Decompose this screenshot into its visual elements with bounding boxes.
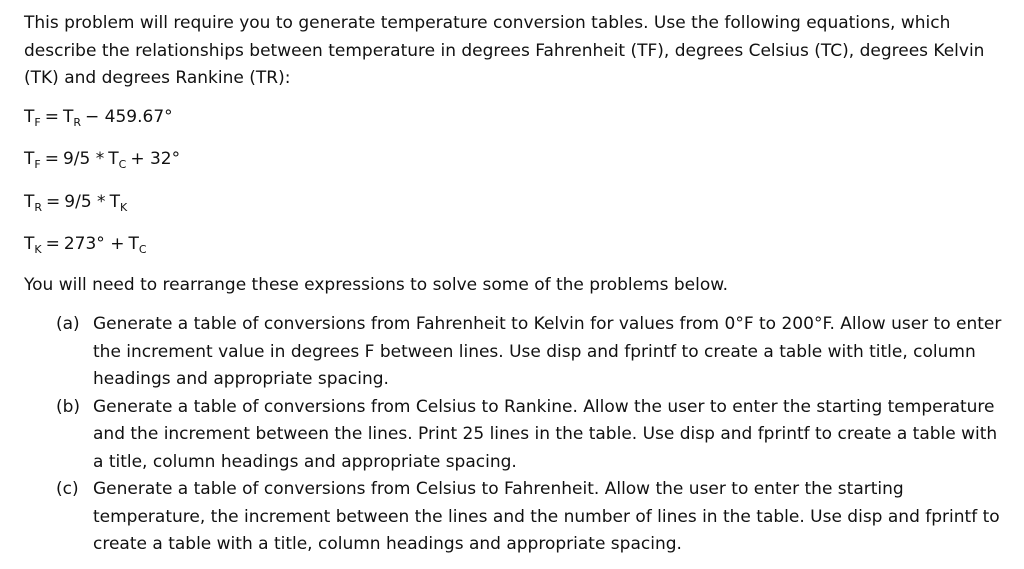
equation-kelvin-celsius (24, 231, 1004, 259)
eq3-lhs-subscript: R (34, 200, 43, 214)
eq3-rhs-symbol: T (109, 191, 120, 212)
equation-rankine-kelvin (24, 189, 1004, 217)
equation-fahrenheit-celsius (24, 146, 1004, 174)
eq2-factor: 9/5 * (62, 149, 105, 169)
eq2-lhs-symbol: T (24, 149, 35, 169)
eq4-offset: 273° + (63, 234, 125, 254)
eq2-lhs-subscript: F (34, 158, 41, 171)
eq3-factor: 9/5 * (64, 191, 106, 212)
equation-fahrenheit-rankine (24, 104, 1004, 132)
eq3-equals: = (46, 191, 61, 212)
rearrange-note: You will need to rearrange these expressions to solve some of the problems below. (24, 274, 729, 295)
eq2-rhs-subscript: C (118, 158, 127, 171)
eq1-lhs-subscript: F (34, 115, 41, 129)
eq1-equals: = (44, 106, 59, 127)
item-text: Generate a table of conversions from Fahrenheit to Kelvin for values from 0°F to 200°F. Allow user to enter the increment value in degrees F between lines. Use disp and fprintf to create a table with title, column headings and appropriate spacing. (93, 314, 1002, 389)
eq2-equals: = (44, 149, 59, 169)
list-item (24, 311, 1004, 394)
list-item (24, 476, 1004, 559)
item-marker: (c) (56, 479, 79, 499)
eq1-rhs-subscript: R (73, 115, 82, 129)
problem-document (24, 10, 1004, 559)
item-marker: (b) (56, 396, 81, 417)
item-marker: (a) (56, 314, 80, 334)
intro-paragraph: This problem will require you to generate temperature conversion tables. Use the following equations, which describe the relationships between temperature in degrees Fahrenheit (TF), degrees Celsius (TC), degrees Kelvin (TK) and degrees Rankine (TR): (24, 13, 985, 88)
eq3-rhs-subscript: K (119, 200, 128, 214)
eq1-lhs-symbol: T (24, 106, 35, 127)
item-text: Generate a table of conversions from Celsius to Fahrenheit. Allow the user to enter the starting temperature, the increment between the lines and the number of lines in the table. Use disp and fprintf to create a table with a title, column headings and appropriate spacing. (93, 479, 1000, 554)
item-text: Generate a table of conversions from Celsius to Rankine. Allow the user to enter the starting temperature and the increment between the lines. Print 25 lines in the table. Use disp and fprintf to create a table with a title, column headings and appropriate spacing. (93, 396, 998, 472)
eq4-lhs-subscript: K (34, 243, 42, 256)
eq4-equals: = (45, 234, 60, 254)
eq4-lhs-symbol: T (24, 234, 35, 254)
eq1-rhs-symbol: T (62, 106, 74, 127)
eq3-lhs-symbol: T (24, 191, 35, 212)
eq1-rhs-rest: − 459.67° (85, 106, 173, 127)
eq2-rhs-rest: + 32° (130, 149, 181, 169)
eq4-rhs-subscript: C (138, 243, 147, 256)
problem-list (24, 311, 1004, 559)
list-item (24, 394, 1004, 477)
eq2-rhs-symbol: T (108, 149, 119, 169)
eq4-rhs-symbol: T (128, 234, 139, 254)
